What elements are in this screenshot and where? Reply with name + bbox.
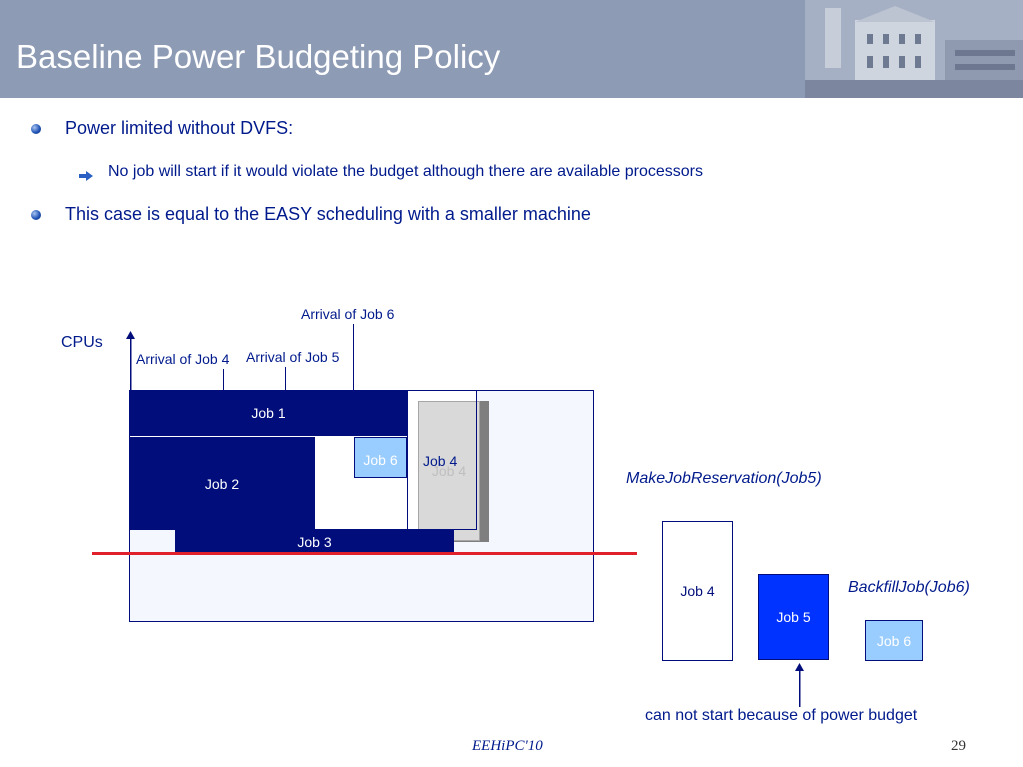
building-photo-icon [805,0,1023,98]
make-reservation-annotation: MakeJobReservation(Job5) [626,470,822,487]
power-note-arrow-icon [794,663,805,712]
arrival-job5-label: Arrival of Job 5 [246,349,340,365]
bullet-icon [31,124,41,134]
arrival-job4-label: Arrival of Job 4 [136,351,230,367]
job2-block: Job 2 [129,437,315,530]
bullet-text: This case is equal to the EASY scheduling with a smaller machine [65,204,591,224]
arrow-bullet-icon [79,168,93,186]
backfill-annotation: BackfillJob(Job6) [848,579,970,596]
power-note: can not start because of power budget [645,707,918,724]
queue-job4: Job 4 [662,521,733,661]
job4-reservation-label: Job 4 [423,453,458,469]
queue-job6: Job 6 [865,620,923,661]
job3-block: Job 3 [175,530,454,554]
page-number: 29 [951,738,966,754]
arrival-job6-line [353,324,354,390]
job6-block: Job 6 [354,437,407,478]
slide-title: Baseline Power Budgeting Policy [16,38,501,75]
power-budget-line [92,552,637,555]
queue-job5: Job 5 [758,574,829,660]
job4-grey-block: Job 4 [418,401,480,541]
sub-bullet-text: No job will start if it would violate the budget although there are available processors [108,163,703,180]
arrival-job5-line [285,367,286,390]
y-axis-arrow-icon [125,331,136,396]
job1-block: Job 1 [129,390,408,436]
header-photo [805,0,1023,98]
arrival-job6-label: Arrival of Job 6 [301,306,395,322]
footer-conference: EEHiPC'10 [472,738,543,754]
y-axis-label: CPUs [61,334,103,351]
bullet-icon [31,210,41,220]
bullet-text: Power limited without DVFS: [65,118,294,138]
arrival-job4-line [223,369,224,390]
